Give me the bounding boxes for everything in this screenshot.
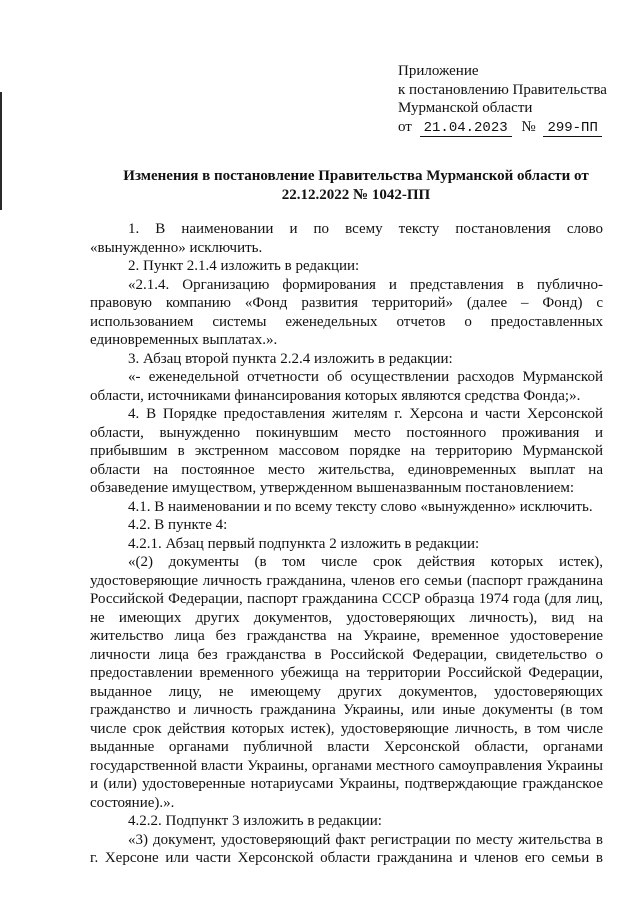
date-prefix: от xyxy=(398,118,412,135)
paragraph: 4.2.2. Подпункт 3 изложить в редакции: xyxy=(128,813,382,829)
appendix-date-line xyxy=(398,118,628,138)
number-sign: № xyxy=(521,118,536,135)
paragraph: 1. В наименовании и по всему тексту постановления слово «вынужденно» исключить. xyxy=(90,221,603,256)
title-line-1: Изменения в постановление Правительства Мурманской области от xyxy=(123,168,589,184)
resolution-date: 21.04.2023 xyxy=(420,120,512,137)
appendix-block xyxy=(398,62,628,137)
paragraph: 2. Пункт 2.1.4 изложить в редакции: xyxy=(128,258,360,274)
paragraph: 4.2. В пункте 4: xyxy=(128,517,228,533)
paragraph: 4.2.1. Абзац первый подпункта 2 изложить в редакции: xyxy=(128,535,480,552)
paragraph: «3) документ, удостоверяющий факт регистрации по месту жительства в г. Херсоне или части Херсонской области гражданина и членов его семьи в xyxy=(90,831,603,866)
paragraph: «(2) документы (в том числе срок действия которых истек), удостоверяющие личность гражданина, членов его семьи (паспорт гражданина Российской Федерации, паспорт гражданина СССР образца 1974 года (для лиц, не имеющих других документов, удостоверяющих личность), вид на жительство лица без гражданства на Украине, временное удостоверение личности лица без гражданства в Российской Федерации, свидетельство о предоставлении временного убежища на территории Российской Федерации, выданное лицу, не имеющему других документов, удостоверяющих гражданство и личность гражданина Украины, или иные документы (в том числе срок действия которых истек), удостоверяющие личность, в том числе выданные органами публичной власти Херсонской области, органами государственной власти Украины, органами местного самоуправления Украины и (или) удостоверенные нотариусами Украины, подтверждающие гражданское состояние).». xyxy=(90,554,603,811)
paragraph: «2.1.4. Организацию формирования и представления в публично-правовую компанию «Фонд развития территорий» (далее – Фонд) с использованием системы еженедельных отчетов о предоставленных единовременных выплатах.». xyxy=(90,276,603,348)
paragraph: 4. В Порядке предоставления жителям г. Херсона и части Херсонской области, вынужденно покинувшим место постоянного проживания и прибывшим в экстренном массовом порядке на территорию Мурманской области на постоянное место жительства, единовременных выплат на обзаведение имуществом, утвержденном вышеназванным постановлением: xyxy=(90,406,603,496)
resolution-number: 299-ПП xyxy=(543,120,601,137)
document-body xyxy=(90,220,603,868)
appendix-resolution-line: к постановлению Правительства xyxy=(398,81,607,98)
appendix-region-line: Мурманской области xyxy=(398,100,533,116)
title-line-2: 22.12.2022 № 1042-ПП xyxy=(281,186,431,203)
scan-edge-mark xyxy=(0,92,2,210)
appendix-label: Приложение xyxy=(398,63,479,79)
document-title xyxy=(96,167,616,204)
paragraph: 4.1. В наименовании и по всему тексту слово «вынужденно» исключить. xyxy=(128,498,593,515)
paragraph: 3. Абзац второй пункта 2.2.4 изложить в редакции: xyxy=(128,350,453,367)
paragraph: «- еженедельной отчетности об осуществлении расходов Мурманской области, источниками финансирования которых являются средства Фонда;». xyxy=(90,369,603,404)
